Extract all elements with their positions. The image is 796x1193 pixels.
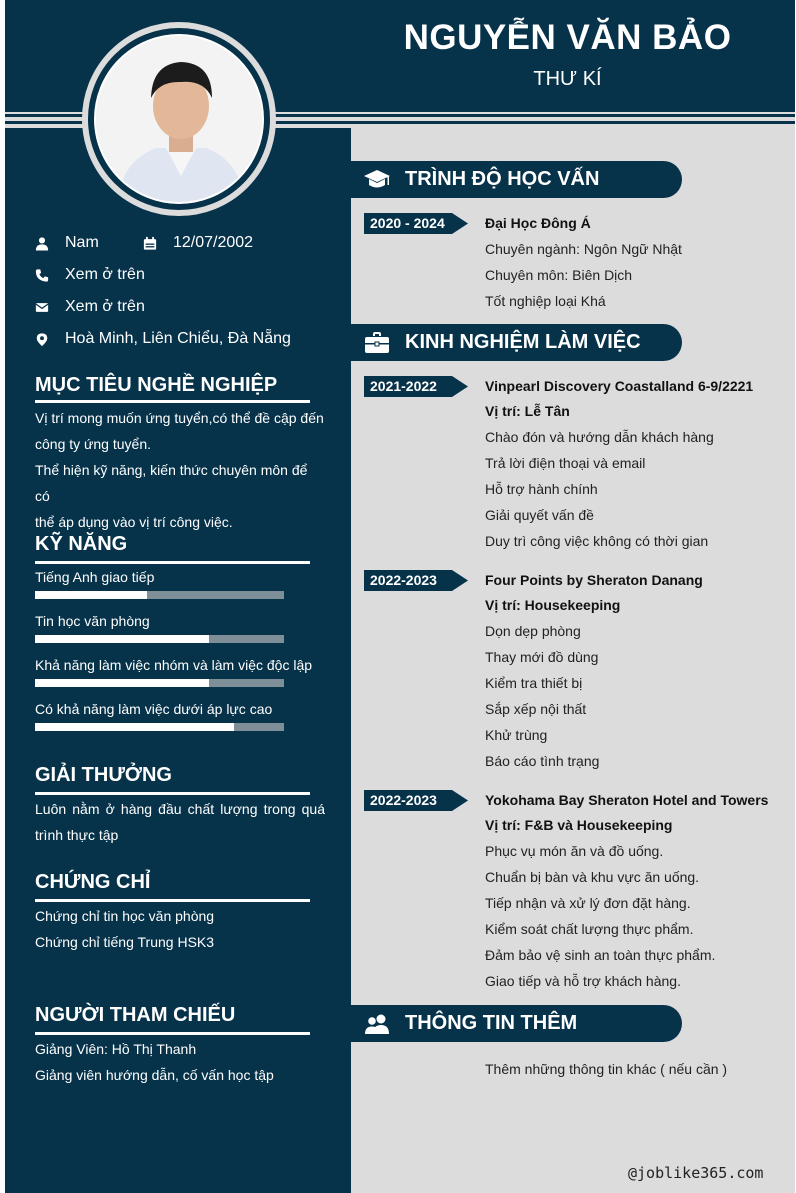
task: Giao tiếp và hỗ trợ khách hàng. [485,973,681,989]
skill-label: Tiếng Anh giao tiếp [35,569,155,585]
period-tag [364,213,468,234]
reference-item: Giảng Viên: Hồ Thị Thanh [35,1041,197,1057]
dob-row [143,234,253,252]
phone-icon [35,268,49,282]
period-text: 2020 - 2024 [370,215,445,231]
school-name: Đại Học Đông Á [485,215,591,231]
resume-page [5,0,795,1193]
skill-label: Khả năng làm việc nhóm và làm việc độc lập [35,657,313,673]
position: Vị trí: F&B và Housekeeping [485,817,673,833]
experience-title: KINH NGHIỆM LÀM VIỆC [405,331,641,353]
avatar [94,34,264,204]
skill-bar-fill [35,679,209,687]
phone-row [35,266,145,284]
career-goal-line: thể áp dụng vào vị trí công việc. [35,514,233,530]
skill-label: Tin học văn phòng [35,613,150,629]
skill-bar [35,679,284,687]
address-value: Hoà Minh, Liên Chiểu, Đà Nẵng [65,330,291,347]
awards-title: GIẢI THƯỞNG [35,764,172,786]
briefcase-icon [363,329,391,357]
period-tag [364,376,468,397]
period-text: 2022-2023 [370,792,437,808]
skills-title: KỸ NĂNG [35,533,128,555]
task: Tiếp nhận và xử lý đơn đặt hàng. [485,895,691,911]
reference-item: Giảng viên hướng dẫn, cố vấn học tập [35,1067,274,1083]
task: Đảm bảo vệ sinh an toàn thực phẩm. [485,947,716,963]
users-icon [363,1010,391,1038]
skill-bar-fill [35,723,234,731]
section-rule [35,1032,310,1035]
references-title: NGƯỜI THAM CHIẾU [35,1004,236,1026]
person-icon [35,236,49,250]
task: Báo cáo tình trạng [485,753,600,769]
period-tag [364,790,468,811]
section-rule [35,400,310,403]
education-line: Tốt nghiệp loại Khá [485,293,606,309]
certificates-title: CHỨNG CHỈ [35,871,151,893]
task: Sắp xếp nội thất [485,701,587,717]
skill-bar-fill [35,635,209,643]
gender-value: Nam [65,234,99,251]
email-row [35,298,145,316]
calendar-icon [143,236,157,250]
candidate-name: NGUYỄN VĂN BẢO [403,18,732,57]
task: Chuẩn bị bàn và khu vực ăn uống. [485,869,700,885]
extra-info-title: THÔNG TIN THÊM [405,1012,578,1034]
certificate-item: Chứng chỉ tin học văn phòng [35,908,215,924]
gender-row [35,234,99,252]
skill-bar-fill [35,591,147,599]
section-rule [35,561,310,564]
period-tag [364,570,468,591]
graduation-cap-icon [363,166,391,194]
avatar-portrait [96,36,264,204]
email-value: Xem ở trên [65,298,145,315]
references-list [35,1036,325,1088]
extra-info-text: Thêm những thông tin khác ( nếu cần ) [485,1061,728,1077]
career-goal-text [35,405,325,535]
skill-label: Có khả năng làm việc dưới áp lực cao [35,701,273,717]
position: Vị trí: Housekeeping [485,597,621,613]
company-name: Yokohama Bay Sheraton Hotel and Towers [485,792,769,808]
task: Trả lời điện thoại và email [485,455,646,471]
task: Kiểm soát chất lượng thực phẩm. [485,921,694,937]
education-title: TRÌNH ĐỘ HỌC VẤN [405,168,600,190]
address-row [35,330,291,348]
location-pin-icon [35,332,49,346]
education-line: Chuyên môn: Biên Dịch [485,267,633,283]
education-header [351,161,682,198]
skill-bar [35,591,284,599]
dob-value: 12/07/2002 [173,234,254,251]
avatar-frame [82,22,276,216]
task: Kiểm tra thiết bị [485,675,583,691]
task: Dọn dẹp phòng [485,623,581,639]
envelope-icon [35,300,49,314]
certificates-list [35,903,325,955]
task: Chào đón và hướng dẫn khách hàng [485,429,714,445]
skill-bar [35,635,284,643]
skill-bar [35,723,284,731]
company-name: Vinpearl Discovery Coastalland 6-9/2221 [485,378,754,394]
task: Thay mới đồ dùng [485,649,599,665]
candidate-role: THƯ KÍ [533,68,602,90]
experience-header [351,324,682,361]
certificate-item: Chứng chỉ tiếng Trung HSK3 [35,934,215,950]
task: Phục vụ món ăn và đồ uống. [485,843,664,859]
section-rule [35,899,310,902]
career-goal-line: công ty ứng tuyển. [35,436,151,452]
company-name: Four Points by Sheraton Danang [485,572,703,588]
career-goal-line: Vị trí mong muốn ứng tuyển,có thể đề cập đến [35,410,324,426]
phone-value: Xem ở trên [65,266,145,283]
watermark: @joblike365.com [628,1164,764,1182]
task: Khử trùng [485,727,548,743]
position: Vị trí: Lễ Tân [485,403,570,419]
period-text: 2022-2023 [370,572,437,588]
section-rule [35,792,310,795]
task: Hỗ trợ hành chính [485,481,598,497]
extra-info-header [351,1005,682,1042]
task: Giải quyết vấn đề [485,507,594,523]
career-goal-line: Thể hiện kỹ năng, kiến thức chuyên môn để có [35,462,308,504]
task: Duy trì công việc không có thời gian [485,533,709,549]
education-line: Chuyên ngành: Ngôn Ngữ Nhật [485,241,682,257]
period-text: 2021-2022 [370,378,437,394]
career-goal-title: MỤC TIÊU NGHỀ NGHIỆP [35,374,278,396]
awards-text: Luôn nằm ở hàng đầu chất lượng trong quá trình thực tập [35,801,325,843]
